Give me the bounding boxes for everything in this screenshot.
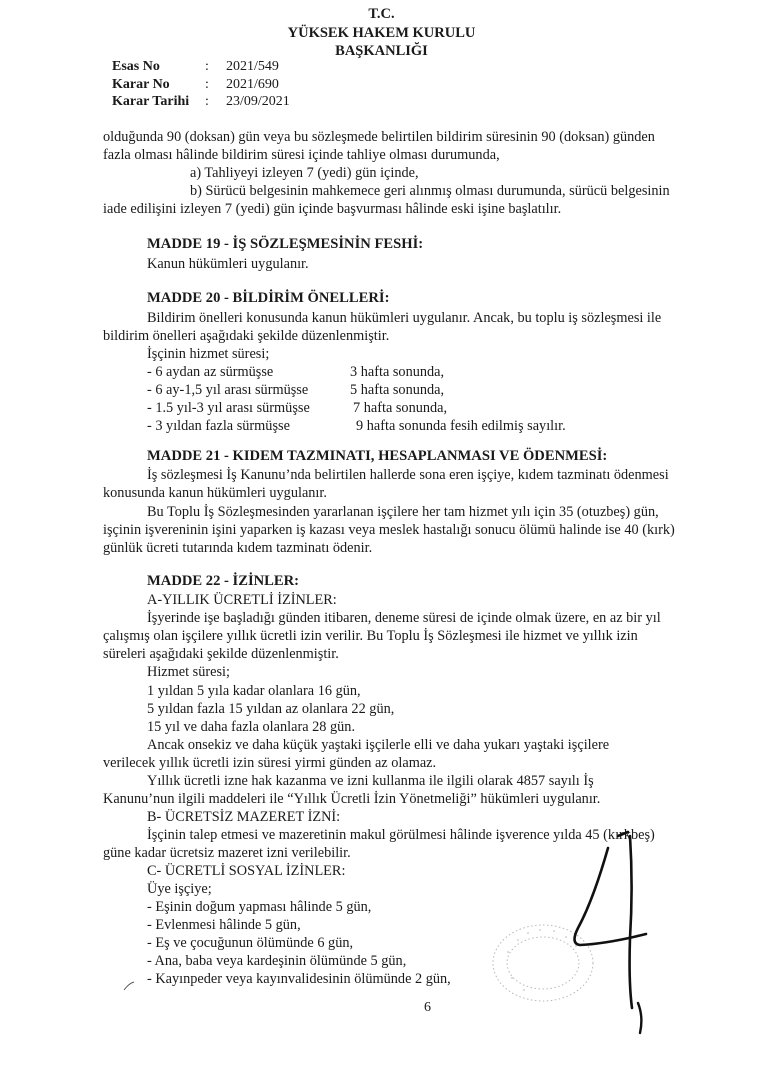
meta-label-tarih: Karar Tarihi: [112, 94, 190, 109]
text-line: Üye işçiye;: [147, 881, 212, 897]
text-line: Yıllık ücretli izne hak kazanma ve izni kullanma ile ilgili olarak 4857 sayılı İş: [147, 773, 594, 789]
text-line: işçinin işvereninin işini yaparken iş kazası veya meslek hastalığı sonucu ölümü halinde ise 40 (kırk): [103, 522, 675, 538]
meta-sep: :: [205, 77, 209, 92]
text-line: günlük ücreti tutarında kıdem tazminatı ödenir.: [103, 540, 373, 556]
list-item: - Ana, baba veya kardeşinin ölümünde 5 gün,: [147, 953, 407, 969]
text-line: bildirim önelleri aşağıdaki şekilde düzenlenmiştir.: [103, 328, 390, 344]
article-20-title: MADDE 20 - BİLDİRİM ÖNELLERİ:: [147, 290, 390, 306]
meta-value-esas: 2021/549: [226, 59, 279, 74]
text-line: İşçinin talep etmesi ve mazeretinin makul görülmesi hâlinde işverence yılda 45 (kırkbeş): [147, 827, 655, 843]
notice-row-right: 7 hafta sonunda,: [353, 400, 448, 416]
meta-value-karar: 2021/690: [226, 77, 279, 92]
text-line: süreleri aşağıdaki şekilde düzenlenmiştir.: [103, 646, 339, 662]
text-line: b) Sürücü belgesinin mahkemece geri alınmış olması durumunda, sürücü belgesinin: [190, 183, 670, 199]
article-22-title: MADDE 22 - İZİNLER:: [147, 573, 300, 589]
text-line: iade edilişini izleyen 7 (yedi) gün içinde başvurması hâlinde eski işine başlatılır.: [103, 201, 562, 217]
text-line: Ancak onsekiz ve daha küçük yaştaki işçilerle elli ve daha yukarı yaştaki işçilere: [147, 737, 610, 753]
text-line: güne kadar ücretsiz mazeret izni verilebilir.: [103, 845, 351, 861]
text-line: konusunda kanun hükümleri uygulanır.: [103, 485, 327, 501]
notice-row-left: - 1.5 yıl-3 yıl arası sürmüşse: [147, 400, 310, 416]
text-line: 5 yıldan fazla 15 yıldan az olanlara 22 gün,: [147, 701, 395, 717]
notice-row-right: 3 hafta sonunda,: [350, 364, 445, 380]
text-line: 15 yıl ve daha fazla olanlara 28 gün.: [147, 719, 356, 735]
notice-row-right: 5 hafta sonunda,: [350, 382, 445, 398]
list-item: - Evlenmesi hâlinde 5 gün,: [147, 917, 301, 933]
list-item: - Kayınpeder veya kayınvalidesinin ölümünde 2 gün,: [147, 971, 451, 987]
header-court: YÜKSEK HAKEM KURULU: [287, 25, 476, 41]
article-19-title: MADDE 19 - İŞ SÖZLEŞMESİNİN FESHİ:: [147, 236, 424, 252]
header-tc: T.C.: [368, 6, 395, 22]
text-line: İşyerinde işe başladığı günden itibaren, deneme süresi de içinde olmak üzere, en az bir yıl: [147, 610, 661, 626]
text-line: İşçinin hizmet süresi;: [147, 346, 270, 362]
text-line: a) Tahliyeyi izleyen 7 (yedi) gün içinde,: [190, 165, 419, 181]
meta-value-tarih: 23/09/2021: [226, 94, 290, 109]
pen-mark-icon: [122, 980, 136, 992]
notice-row-left: - 6 aydan az sürmüşse: [147, 364, 274, 380]
article-21-title: MADDE 21 - KIDEM TAZMINATI, HESAPLANMASI VE ÖDENMESİ:: [147, 448, 608, 464]
meta-label-karar: Karar No: [112, 77, 170, 92]
text-line: çalışmış olan işçilere yıllık ücretli izin verilir. Bu Toplu İş Sözleşmesi ile hizmet ve yıllık izin: [103, 628, 638, 644]
notice-row-left: - 6 ay-1,5 yıl arası sürmüşse: [147, 382, 309, 398]
text-line: Kanun hükümleri uygulanır.: [147, 256, 309, 272]
list-item: - Eş ve çocuğunun ölümünde 6 gün,: [147, 935, 354, 951]
text-line: Hizmet süresi;: [147, 664, 230, 680]
list-item: - Eşinin doğum yapması hâlinde 5 gün,: [147, 899, 372, 915]
text-line: Bildirim önelleri konusunda kanun hükümleri uygulanır. Ancak, bu toplu iş sözleşmesi ile: [147, 310, 662, 326]
text-line: verilecek yıllık ücretli izin süresi yirmi günden az olamaz.: [103, 755, 437, 771]
text-line: fazla olması hâlinde bildirim süresi içinde tahliye olması durumunda,: [103, 147, 500, 163]
text-line: 1 yıldan 5 yıla kadar olanlara 16 gün,: [147, 683, 361, 699]
notice-row-right: 9 hafta sonunda fesih edilmiş sayılır.: [356, 418, 566, 434]
meta-label-esas: Esas No: [112, 59, 160, 74]
text-line: Kanunu’nun ilgili maddeleri ile “Yıllık Ücretli İzin Yönetmeliği” hükümleri uygulanır.: [103, 791, 601, 807]
text-line: Bu Toplu İş Sözleşmesinden yararlanan işçilere her tam hizmet yılı için 35 (otuzbeş) gün,: [147, 504, 659, 520]
text-line: olduğunda 90 (doksan) gün veya bu sözleşmede belirtilen bildirim süresinin 90 (doksan) günden: [103, 129, 655, 145]
subsection-title: A-YILLIK ÜCRETLİ İZİNLER:: [147, 592, 337, 608]
meta-sep: :: [205, 94, 209, 109]
header-presidency: BAŞKANLIĞI: [335, 43, 428, 59]
signature-icon: [560, 828, 680, 1038]
notice-row-left: - 3 yıldan fazla sürmüşse: [147, 418, 290, 434]
text-line: İş sözleşmesi İş Kanunu’nda belirtilen hallerde sona eren işçiye, kıdem tazminatı ödenmesi: [147, 467, 669, 483]
page-number: 6: [424, 1000, 431, 1015]
meta-sep: :: [205, 59, 209, 74]
subsection-title: B- ÜCRETSİZ MAZERET İZNİ:: [147, 809, 341, 825]
subsection-title: C- ÜCRETLİ SOSYAL İZİNLER:: [147, 863, 346, 879]
